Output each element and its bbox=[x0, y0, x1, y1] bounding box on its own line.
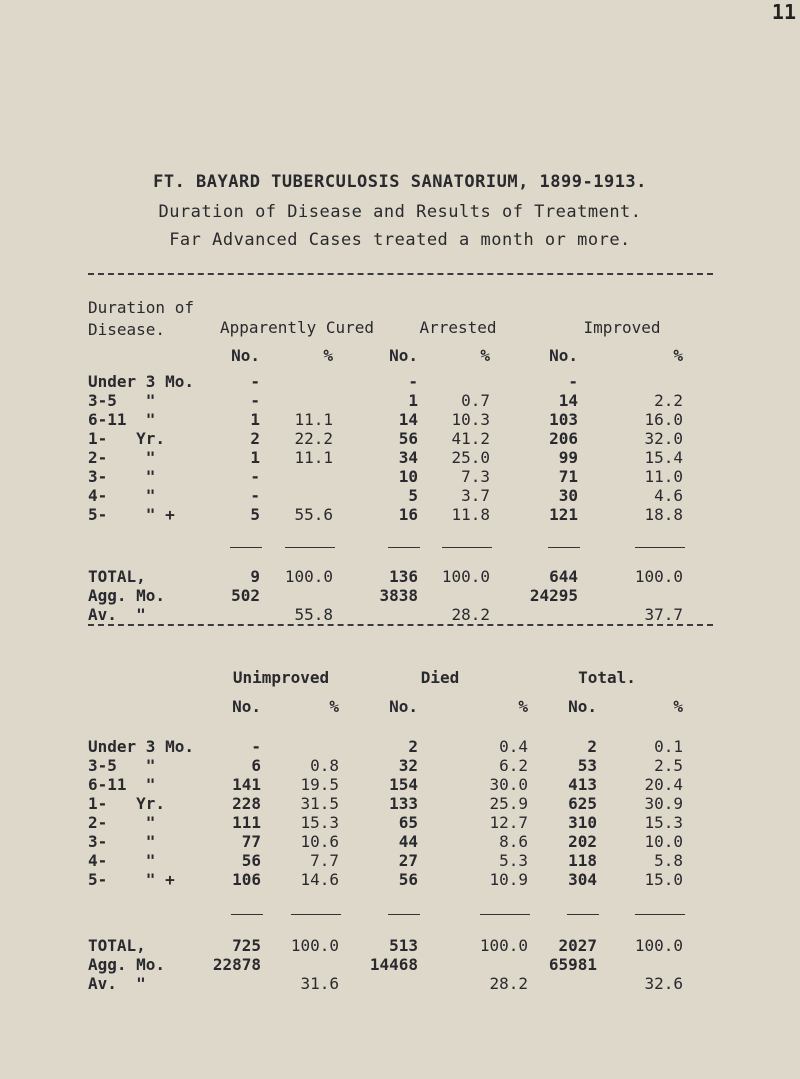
table-cell: 2.5 bbox=[654, 756, 683, 775]
corner-label: Disease. bbox=[88, 320, 166, 339]
column-subheader: No. bbox=[389, 697, 418, 716]
column-subheader: No. bbox=[549, 346, 578, 365]
column-group-header: Total. bbox=[578, 668, 636, 687]
table-cell: 15.3 bbox=[644, 813, 683, 832]
table-cell: 30 bbox=[558, 486, 578, 505]
table-cell: 10.9 bbox=[489, 870, 528, 889]
row-label: Under 3 Mo. bbox=[88, 372, 194, 391]
total-underline bbox=[285, 547, 335, 548]
table-cell: 15.3 bbox=[300, 813, 339, 832]
table-cell: 0.1 bbox=[654, 737, 683, 756]
total-cell: 65981 bbox=[548, 955, 597, 974]
table-cell: 41.2 bbox=[451, 429, 490, 448]
table-cell: 15.0 bbox=[644, 870, 683, 889]
total-cell: 28.2 bbox=[451, 605, 490, 624]
dashed-rule-top bbox=[88, 273, 713, 275]
total-cell: 14468 bbox=[369, 955, 418, 974]
total-cell: 644 bbox=[549, 567, 578, 586]
table-cell: 34 bbox=[398, 448, 418, 467]
total-row-label: Av. " bbox=[88, 974, 146, 993]
table-cell: 7.3 bbox=[461, 467, 490, 486]
total-underline bbox=[635, 547, 685, 548]
table-cell: 202 bbox=[568, 832, 597, 851]
table-cell: 32 bbox=[398, 756, 418, 775]
table-cell: 2 bbox=[408, 737, 418, 756]
table-cell: 10 bbox=[398, 467, 418, 486]
table-cell: 1 bbox=[250, 410, 260, 429]
table-cell: 27 bbox=[398, 851, 418, 870]
total-underline bbox=[635, 914, 685, 915]
total-row-label: Agg. Mo. bbox=[88, 586, 166, 605]
total-row-label: Av. " bbox=[88, 605, 146, 624]
table-cell: - bbox=[568, 372, 578, 391]
column-subheader: % bbox=[329, 697, 339, 716]
table-cell: 5 bbox=[408, 486, 418, 505]
table-cell: 10.0 bbox=[644, 832, 683, 851]
table-cell: 11.1 bbox=[294, 410, 333, 429]
table-cell: 133 bbox=[389, 794, 418, 813]
page-number: 11 bbox=[771, 0, 796, 24]
total-cell: 22878 bbox=[212, 955, 261, 974]
total-cell: 2027 bbox=[558, 936, 597, 955]
table-cell: 14 bbox=[398, 410, 418, 429]
table-cell: 228 bbox=[232, 794, 261, 813]
table-cell: 31.5 bbox=[300, 794, 339, 813]
column-group-header: Improved bbox=[583, 318, 661, 337]
table-cell: 1 bbox=[250, 448, 260, 467]
table-cell: 10.6 bbox=[300, 832, 339, 851]
table-cell: 6.2 bbox=[499, 756, 528, 775]
table-cell: - bbox=[251, 737, 261, 756]
table-cell: 7.7 bbox=[310, 851, 339, 870]
column-group-header: Arrested bbox=[419, 318, 497, 337]
total-cell: 100.0 bbox=[441, 567, 490, 586]
column-subheader: % bbox=[480, 346, 490, 365]
total-cell: 55.8 bbox=[294, 605, 333, 624]
table-cell: - bbox=[408, 372, 418, 391]
column-subheader: % bbox=[673, 697, 683, 716]
row-label: 5- " + bbox=[88, 505, 175, 524]
total-underline bbox=[230, 547, 262, 548]
table-cell: 99 bbox=[558, 448, 578, 467]
table-cell: 30.0 bbox=[489, 775, 528, 794]
total-row-label: TOTAL, bbox=[88, 567, 146, 586]
table-cell: 121 bbox=[549, 505, 578, 524]
row-label: 5- " + bbox=[88, 870, 175, 889]
row-label: 3-5 " bbox=[88, 756, 156, 775]
column-subheader: % bbox=[518, 697, 528, 716]
table-cell: 2 bbox=[250, 429, 260, 448]
table-cell: 30.9 bbox=[644, 794, 683, 813]
table-cell: 10.3 bbox=[451, 410, 490, 429]
table-cell: - bbox=[250, 467, 260, 486]
table-cell: 25.9 bbox=[489, 794, 528, 813]
table-cell: 11.0 bbox=[644, 467, 683, 486]
table-cell: 16.0 bbox=[644, 410, 683, 429]
total-cell: 136 bbox=[389, 567, 418, 586]
table-cell: 8.6 bbox=[499, 832, 528, 851]
column-subheader: No. bbox=[232, 697, 261, 716]
table-cell: 11.8 bbox=[451, 505, 490, 524]
row-label: 3-5 " bbox=[88, 391, 156, 410]
table-cell: 77 bbox=[241, 832, 261, 851]
row-label: 3- " bbox=[88, 832, 156, 851]
table-cell: 56 bbox=[398, 429, 418, 448]
table-cell: 154 bbox=[389, 775, 418, 794]
table-cell: 44 bbox=[398, 832, 418, 851]
document-subtitle: Duration of Disease and Results of Treatment. bbox=[158, 202, 642, 222]
total-cell: 502 bbox=[231, 586, 260, 605]
table-cell: 3.7 bbox=[461, 486, 490, 505]
table-cell: 20.4 bbox=[644, 775, 683, 794]
total-cell: 32.6 bbox=[644, 974, 683, 993]
table-cell: 19.5 bbox=[300, 775, 339, 794]
table-cell: 56 bbox=[241, 851, 261, 870]
total-cell: 9 bbox=[250, 567, 260, 586]
table-cell: 2.2 bbox=[654, 391, 683, 410]
row-label: 3- " bbox=[88, 467, 156, 486]
column-subheader: % bbox=[323, 346, 333, 365]
table-cell: 2 bbox=[587, 737, 597, 756]
row-label: 4- " bbox=[88, 851, 156, 870]
total-cell: 100.0 bbox=[290, 936, 339, 955]
total-row-label: TOTAL, bbox=[88, 936, 146, 955]
table-cell: 53 bbox=[577, 756, 597, 775]
table-cell: 25.0 bbox=[451, 448, 490, 467]
total-underline bbox=[231, 914, 263, 915]
total-cell: 725 bbox=[232, 936, 261, 955]
row-label: Under 3 Mo. bbox=[88, 737, 194, 756]
row-label: 2- " bbox=[88, 813, 156, 832]
table-cell: 0.4 bbox=[499, 737, 528, 756]
total-cell: 3838 bbox=[379, 586, 418, 605]
table-cell: 32.0 bbox=[644, 429, 683, 448]
table-cell: 5.8 bbox=[654, 851, 683, 870]
total-row-label: Agg. Mo. bbox=[88, 955, 166, 974]
document-subsubtitle: Far Advanced Cases treated a month or more. bbox=[169, 230, 631, 250]
table-cell: 118 bbox=[568, 851, 597, 870]
table-cell: 14 bbox=[558, 391, 578, 410]
column-group-header: Unimproved bbox=[232, 668, 330, 687]
dashed-rule-middle bbox=[88, 624, 713, 626]
table-cell: 413 bbox=[568, 775, 597, 794]
table-cell: 106 bbox=[232, 870, 261, 889]
table-cell: 103 bbox=[549, 410, 578, 429]
row-label: 2- " bbox=[88, 448, 156, 467]
table-cell: 304 bbox=[568, 870, 597, 889]
table-cell: 1 bbox=[408, 391, 418, 410]
table-cell: - bbox=[250, 372, 260, 391]
row-label: 1- Yr. bbox=[88, 794, 166, 813]
table-cell: 12.7 bbox=[489, 813, 528, 832]
row-label: 6-11 " bbox=[88, 775, 156, 794]
row-label: 6-11 " bbox=[88, 410, 156, 429]
total-cell: 24295 bbox=[529, 586, 578, 605]
total-cell: 37.7 bbox=[644, 605, 683, 624]
total-cell: 100.0 bbox=[479, 936, 528, 955]
table-cell: 0.7 bbox=[461, 391, 490, 410]
corner-label: Duration of bbox=[88, 298, 194, 317]
total-cell: 28.2 bbox=[489, 974, 528, 993]
table-cell: 14.6 bbox=[300, 870, 339, 889]
table-cell: 65 bbox=[398, 813, 418, 832]
total-underline bbox=[480, 914, 530, 915]
total-cell: 513 bbox=[389, 936, 418, 955]
total-underline bbox=[291, 914, 341, 915]
total-underline bbox=[567, 914, 599, 915]
table-cell: 6 bbox=[251, 756, 261, 775]
table-cell: 56 bbox=[398, 870, 418, 889]
row-label: 4- " bbox=[88, 486, 156, 505]
table-cell: 22.2 bbox=[294, 429, 333, 448]
column-subheader: No. bbox=[568, 697, 597, 716]
table-cell: 625 bbox=[568, 794, 597, 813]
table-cell: 0.8 bbox=[310, 756, 339, 775]
total-cell: 100.0 bbox=[634, 936, 683, 955]
total-underline bbox=[548, 547, 580, 548]
document-title: FT. BAYARD TUBERCULOSIS SANATORIUM, 1899-1913. bbox=[153, 172, 647, 192]
table-cell: 55.6 bbox=[294, 505, 333, 524]
row-label: 1- Yr. bbox=[88, 429, 166, 448]
total-underline bbox=[388, 547, 420, 548]
table-cell: 111 bbox=[232, 813, 261, 832]
total-cell: 100.0 bbox=[634, 567, 683, 586]
column-subheader: % bbox=[673, 346, 683, 365]
table-cell: - bbox=[250, 391, 260, 410]
table-cell: 5.3 bbox=[499, 851, 528, 870]
table-cell: - bbox=[250, 486, 260, 505]
table-cell: 18.8 bbox=[644, 505, 683, 524]
table-cell: 5 bbox=[250, 505, 260, 524]
total-cell: 100.0 bbox=[284, 567, 333, 586]
column-subheader: No. bbox=[389, 346, 418, 365]
total-underline bbox=[388, 914, 420, 915]
table-cell: 15.4 bbox=[644, 448, 683, 467]
table-cell: 141 bbox=[232, 775, 261, 794]
table-cell: 310 bbox=[568, 813, 597, 832]
table-cell: 4.6 bbox=[654, 486, 683, 505]
table-cell: 11.1 bbox=[294, 448, 333, 467]
column-group-header: Apparently Cured bbox=[219, 318, 375, 337]
table-cell: 71 bbox=[558, 467, 578, 486]
table-cell: 206 bbox=[549, 429, 578, 448]
total-cell: 31.6 bbox=[300, 974, 339, 993]
total-underline bbox=[442, 547, 492, 548]
column-group-header: Died bbox=[420, 668, 460, 687]
table-cell: 16 bbox=[398, 505, 418, 524]
column-subheader: No. bbox=[231, 346, 260, 365]
